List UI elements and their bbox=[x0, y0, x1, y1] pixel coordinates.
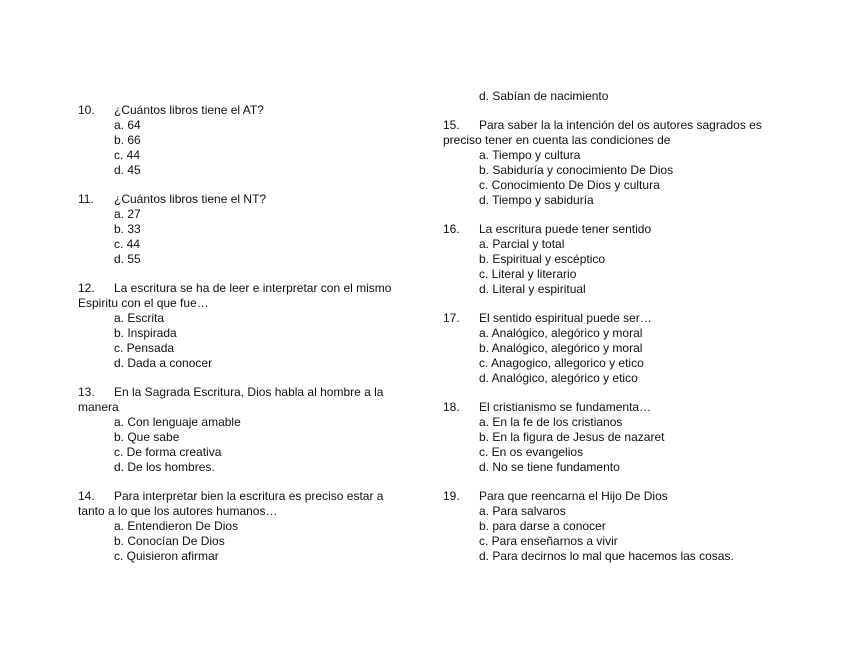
question-stem bbox=[78, 103, 408, 118]
answer-option: c. Pensada bbox=[114, 341, 175, 355]
answer-option: c. De forma creativa bbox=[114, 445, 222, 459]
question-stem bbox=[443, 311, 773, 326]
question-stem bbox=[78, 385, 408, 415]
question-number: 16. bbox=[443, 222, 460, 236]
question-14 bbox=[78, 489, 408, 564]
question-number: 17. bbox=[443, 311, 460, 325]
question-stem bbox=[443, 489, 773, 504]
answer-option: b. Analógico, alegórico y moral bbox=[479, 341, 643, 355]
answer-option: a. Para salvaros bbox=[479, 504, 566, 518]
question-12 bbox=[78, 281, 408, 371]
question-17 bbox=[443, 311, 773, 386]
question-10 bbox=[78, 103, 408, 178]
answer-option: d. De los hombres. bbox=[114, 460, 215, 474]
answer-option: b. para darse a conocer bbox=[479, 519, 606, 533]
answer-option: b. Inspirada bbox=[114, 326, 177, 340]
question-text: El sentido espiritual puede ser… bbox=[479, 311, 652, 325]
question-text: El cristianismo se fundamenta… bbox=[479, 400, 652, 414]
answer-option: a. Tiempo y cultura bbox=[479, 148, 581, 162]
question-text: ¿Cuántos libros tiene el NT? bbox=[114, 192, 267, 206]
answer-option: a. Entendieron De Dios bbox=[114, 519, 239, 533]
question-stem bbox=[78, 489, 408, 519]
question-number: 11. bbox=[78, 192, 94, 206]
answer-option: a. En la fe de los cristianos bbox=[479, 415, 623, 429]
answer-option: c. En os evangelios bbox=[479, 445, 584, 459]
answer-option: d. Analógico, alegórico y etico bbox=[479, 371, 638, 385]
question-15 bbox=[443, 118, 773, 208]
answer-option: b. Que sabe bbox=[114, 430, 180, 444]
answer-option: d. Tiempo y sabiduría bbox=[479, 193, 594, 207]
continued-option: d. Sabían de nacimiento bbox=[479, 89, 609, 103]
question-number: 12. bbox=[78, 281, 95, 295]
question-text: En la Sagrada Escritura, Dios habla al hombre a la manera bbox=[78, 385, 384, 414]
question-16 bbox=[443, 222, 773, 297]
answer-option: c. Conocimiento De Dios y cultura bbox=[479, 178, 660, 192]
question-text: La escritura se ha de leer e interpretar con el mismo Espiritu con el que fue… bbox=[78, 281, 392, 310]
question-18 bbox=[443, 400, 773, 475]
answer-option: a. Escrita bbox=[114, 311, 165, 325]
answer-option: d. 45 bbox=[114, 163, 141, 177]
question-text: Para que reencarna el Hijo De Dios bbox=[479, 489, 668, 503]
question-text: Para saber la la intención del os autores sagrados es preciso tener en cuenta las condiciones de bbox=[443, 118, 762, 147]
answer-option: b. Conocían De Dios bbox=[114, 534, 225, 548]
answer-option: a. 27 bbox=[114, 207, 141, 221]
question-stem bbox=[443, 222, 773, 237]
answer-option: d. Literal y espiritual bbox=[479, 282, 586, 296]
question-19 bbox=[443, 489, 773, 564]
question-number: 18. bbox=[443, 400, 460, 414]
left-column bbox=[78, 103, 408, 578]
answer-option: b. Sabiduría y conocimiento De Dios bbox=[479, 163, 674, 177]
right-column bbox=[443, 89, 773, 578]
answer-option: c. 44 bbox=[114, 237, 141, 251]
answer-option: c. Quisieron afirmar bbox=[114, 549, 219, 563]
question-number: 14. bbox=[78, 489, 95, 503]
answer-option: b. 33 bbox=[114, 222, 141, 236]
question-number: 13. bbox=[78, 385, 95, 399]
answer-option: d. Dada a conocer bbox=[114, 356, 213, 370]
answer-option: d. Para decirnos lo mal que hacemos las cosas. bbox=[479, 549, 734, 563]
question-stem bbox=[78, 281, 408, 311]
answer-option: b. Espiritual y escéptico bbox=[479, 252, 606, 266]
answer-option: d. No se tiene fundamento bbox=[479, 460, 620, 474]
question-text: La escritura puede tener sentido bbox=[479, 222, 652, 236]
question-number: 10. bbox=[78, 103, 95, 117]
answer-option: d. 55 bbox=[114, 252, 141, 266]
answer-option: a. Con lenguaje amable bbox=[114, 415, 241, 429]
answer-option: b. En la figura de Jesus de nazaret bbox=[479, 430, 665, 444]
question-text: Para interpretar bien la escritura es preciso estar a tanto a lo que los autores humanos… bbox=[78, 489, 384, 518]
answer-option: b. 66 bbox=[114, 133, 141, 147]
answer-option: c. Para enseñarnos a vivir bbox=[479, 534, 618, 548]
answer-option: a. 64 bbox=[114, 118, 141, 132]
question-number: 15. bbox=[443, 118, 460, 132]
question-13 bbox=[78, 385, 408, 475]
question-number: 19. bbox=[443, 489, 460, 503]
question-text: ¿Cuántos libros tiene el AT? bbox=[114, 103, 264, 117]
answer-option: a. Parcial y total bbox=[479, 237, 565, 251]
question-stem bbox=[443, 118, 773, 148]
answer-option: c. Anagogico, allegorico y etico bbox=[479, 356, 644, 370]
answer-option: c. Literal y literario bbox=[479, 267, 577, 281]
answer-option: a. Analógico, alegórico y moral bbox=[479, 326, 643, 340]
question-stem bbox=[78, 192, 408, 207]
answer-option: c. 44 bbox=[114, 148, 141, 162]
question-11 bbox=[78, 192, 408, 267]
question-stem bbox=[443, 400, 773, 415]
